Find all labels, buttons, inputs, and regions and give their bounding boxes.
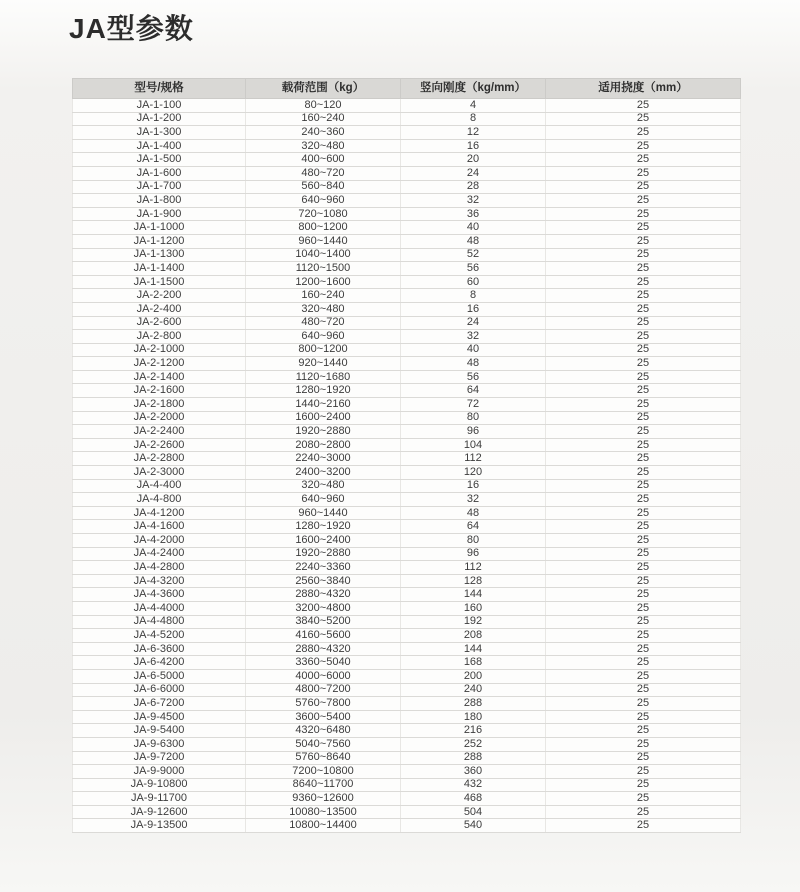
table-cell: 48 <box>401 506 546 520</box>
table-cell: 25 <box>546 330 741 344</box>
table-cell: 640~960 <box>246 330 401 344</box>
table-row <box>73 466 741 480</box>
table-cell: 25 <box>546 425 741 439</box>
table-cell: JA-2-3000 <box>73 466 246 480</box>
table-cell: JA-6-5000 <box>73 669 246 683</box>
table-cell: 720~1080 <box>246 207 401 221</box>
table-cell: 240 <box>401 683 546 697</box>
table-cell: 32 <box>401 194 546 208</box>
table-row <box>73 479 741 493</box>
table-cell: 640~960 <box>246 194 401 208</box>
table-cell: 960~1440 <box>246 234 401 248</box>
table-cell: 168 <box>401 656 546 670</box>
table-cell: JA-1-1200 <box>73 234 246 248</box>
table-cell: 25 <box>546 737 741 751</box>
table-cell: 2400~3200 <box>246 466 401 480</box>
table-cell: 25 <box>546 615 741 629</box>
table-row <box>73 534 741 548</box>
table-row <box>73 411 741 425</box>
table-cell: 25 <box>546 316 741 330</box>
table-cell: 1200~1600 <box>246 275 401 289</box>
table-cell: 1040~1400 <box>246 248 401 262</box>
column-header-vertical-stiffness: 竖向刚度（kg/mm） <box>401 79 546 99</box>
table-cell: 2560~3840 <box>246 574 401 588</box>
table-cell: 1120~1680 <box>246 370 401 384</box>
column-header-deflection: 适用挠度（mm） <box>546 79 741 99</box>
table-body <box>73 99 741 833</box>
table-cell: 25 <box>546 452 741 466</box>
table-cell: JA-1-400 <box>73 139 246 153</box>
table-cell: 2880~4320 <box>246 642 401 656</box>
table-cell: 104 <box>401 438 546 452</box>
table-cell: 36 <box>401 207 546 221</box>
table-cell: 72 <box>401 398 546 412</box>
table-row <box>73 506 741 520</box>
table-row <box>73 737 741 751</box>
table-cell: 25 <box>546 629 741 643</box>
table-cell: JA-1-1500 <box>73 275 246 289</box>
table-row <box>73 357 741 371</box>
table-cell: 25 <box>546 99 741 113</box>
table-cell: 25 <box>546 574 741 588</box>
table-row <box>73 656 741 670</box>
table-cell: JA-9-11700 <box>73 792 246 806</box>
table-cell: 25 <box>546 302 741 316</box>
table-cell: JA-2-1200 <box>73 357 246 371</box>
table-cell: 25 <box>546 534 741 548</box>
table-cell: 16 <box>401 139 546 153</box>
table-cell: 960~1440 <box>246 506 401 520</box>
table-cell: 1120~1500 <box>246 262 401 276</box>
table-row <box>73 778 741 792</box>
table-row <box>73 370 741 384</box>
table-cell: 504 <box>401 805 546 819</box>
table-cell: 25 <box>546 466 741 480</box>
table-cell: 16 <box>401 302 546 316</box>
table-cell: 4000~6000 <box>246 669 401 683</box>
table-cell: 25 <box>546 207 741 221</box>
table-row <box>73 520 741 534</box>
table-row <box>73 153 741 167</box>
table-cell: JA-2-1400 <box>73 370 246 384</box>
table-cell: 7200~10800 <box>246 765 401 779</box>
table-cell: 25 <box>546 221 741 235</box>
table-cell: 25 <box>546 765 741 779</box>
table-cell: 3200~4800 <box>246 601 401 615</box>
table-cell: 25 <box>546 234 741 248</box>
table-cell: 80 <box>401 411 546 425</box>
table-cell: 8640~11700 <box>246 778 401 792</box>
table-cell: 25 <box>546 398 741 412</box>
table-cell: JA-1-900 <box>73 207 246 221</box>
table-cell: 32 <box>401 330 546 344</box>
table-row <box>73 724 741 738</box>
table-cell: JA-4-3200 <box>73 574 246 588</box>
table-cell: 48 <box>401 234 546 248</box>
table-cell: JA-1-700 <box>73 180 246 194</box>
table-row <box>73 248 741 262</box>
table-cell: 4800~7200 <box>246 683 401 697</box>
table-cell: 20 <box>401 153 546 167</box>
table-cell: 120 <box>401 466 546 480</box>
table-cell: 1600~2400 <box>246 411 401 425</box>
table-cell: JA-2-2000 <box>73 411 246 425</box>
table-cell: 52 <box>401 248 546 262</box>
table-cell: 25 <box>546 683 741 697</box>
table-cell: JA-9-5400 <box>73 724 246 738</box>
table-cell: 3600~5400 <box>246 710 401 724</box>
table-cell: JA-4-800 <box>73 493 246 507</box>
table-cell: 2240~3000 <box>246 452 401 466</box>
table-cell: 80 <box>401 534 546 548</box>
table-row <box>73 207 741 221</box>
table-cell: JA-9-6300 <box>73 737 246 751</box>
table-cell: 252 <box>401 737 546 751</box>
table-cell: 2080~2800 <box>246 438 401 452</box>
column-header-model: 型号/规格 <box>73 79 246 99</box>
table-cell: JA-6-7200 <box>73 697 246 711</box>
table-cell: 360 <box>401 765 546 779</box>
table-cell: 96 <box>401 425 546 439</box>
table-cell: 144 <box>401 642 546 656</box>
table-row <box>73 289 741 303</box>
table-row <box>73 180 741 194</box>
table-row <box>73 166 741 180</box>
table-cell: 40 <box>401 343 546 357</box>
table-row <box>73 574 741 588</box>
table-row <box>73 697 741 711</box>
table-cell: 25 <box>546 561 741 575</box>
table-cell: 4160~5600 <box>246 629 401 643</box>
table-cell: JA-6-4200 <box>73 656 246 670</box>
table-row <box>73 234 741 248</box>
table-cell: 96 <box>401 547 546 561</box>
table-cell: 25 <box>546 669 741 683</box>
page-title: JA型参数 <box>69 13 194 44</box>
table-row <box>73 194 741 208</box>
table-cell: 25 <box>546 506 741 520</box>
table-cell: JA-4-2000 <box>73 534 246 548</box>
table-cell: 25 <box>546 547 741 561</box>
table-cell: JA-6-6000 <box>73 683 246 697</box>
table-cell: 25 <box>546 248 741 262</box>
table-row <box>73 126 741 140</box>
table-cell: JA-9-7200 <box>73 751 246 765</box>
table-cell: 1920~2880 <box>246 425 401 439</box>
table-row <box>73 384 741 398</box>
table-cell: JA-2-2600 <box>73 438 246 452</box>
table-cell: 25 <box>546 194 741 208</box>
table-cell: 25 <box>546 343 741 357</box>
table-cell: 320~480 <box>246 302 401 316</box>
table-cell: 560~840 <box>246 180 401 194</box>
table-cell: 25 <box>546 751 741 765</box>
table-cell: 2240~3360 <box>246 561 401 575</box>
table-cell: JA-1-500 <box>73 153 246 167</box>
table-cell: 480~720 <box>246 316 401 330</box>
table-cell: 8 <box>401 289 546 303</box>
table-cell: 25 <box>546 126 741 140</box>
table-cell: JA-4-4000 <box>73 601 246 615</box>
table-row <box>73 452 741 466</box>
table-cell: 25 <box>546 710 741 724</box>
table-cell: 25 <box>546 520 741 534</box>
table-cell: 40 <box>401 221 546 235</box>
table-cell: 25 <box>546 153 741 167</box>
table-cell: JA-4-3600 <box>73 588 246 602</box>
table-cell: 432 <box>401 778 546 792</box>
table-cell: 800~1200 <box>246 221 401 235</box>
table-cell: JA-9-10800 <box>73 778 246 792</box>
table-cell: 25 <box>546 275 741 289</box>
table-cell: 400~600 <box>246 153 401 167</box>
table-cell: 192 <box>401 615 546 629</box>
table-cell: 25 <box>546 792 741 806</box>
table-cell: 32 <box>401 493 546 507</box>
table-row <box>73 112 741 126</box>
table-cell: 24 <box>401 316 546 330</box>
table-cell: 64 <box>401 520 546 534</box>
table-row <box>73 316 741 330</box>
table-cell: JA-2-600 <box>73 316 246 330</box>
table-cell: JA-1-1000 <box>73 221 246 235</box>
table-cell: 25 <box>546 166 741 180</box>
table-row <box>73 343 741 357</box>
table-cell: 320~480 <box>246 479 401 493</box>
table-row <box>73 669 741 683</box>
table-cell: JA-1-800 <box>73 194 246 208</box>
table-cell: 28 <box>401 180 546 194</box>
table-cell: 25 <box>546 724 741 738</box>
table-cell: 288 <box>401 751 546 765</box>
table-cell: 480~720 <box>246 166 401 180</box>
table-cell: 9360~12600 <box>246 792 401 806</box>
table-cell: 468 <box>401 792 546 806</box>
table-cell: 240~360 <box>246 126 401 140</box>
table-row <box>73 438 741 452</box>
table-cell: 25 <box>546 479 741 493</box>
table-cell: 25 <box>546 588 741 602</box>
table-cell: 144 <box>401 588 546 602</box>
table-cell: 1920~2880 <box>246 547 401 561</box>
table-cell: JA-1-300 <box>73 126 246 140</box>
table-cell: 25 <box>546 642 741 656</box>
table-cell: JA-2-200 <box>73 289 246 303</box>
table-cell: JA-4-2400 <box>73 547 246 561</box>
table-cell: 180 <box>401 710 546 724</box>
table-cell: 800~1200 <box>246 343 401 357</box>
table-cell: 10800~14400 <box>246 819 401 833</box>
table-header-row <box>73 79 741 99</box>
table-cell: 16 <box>401 479 546 493</box>
table-cell: 540 <box>401 819 546 833</box>
table-cell: 128 <box>401 574 546 588</box>
table-row <box>73 275 741 289</box>
table-cell: JA-2-400 <box>73 302 246 316</box>
table-cell: 5760~7800 <box>246 697 401 711</box>
table-row <box>73 615 741 629</box>
table-cell: 25 <box>546 289 741 303</box>
table-cell: JA-9-9000 <box>73 765 246 779</box>
table-cell: JA-2-1800 <box>73 398 246 412</box>
table-cell: 2880~4320 <box>246 588 401 602</box>
table-cell: 112 <box>401 561 546 575</box>
table-cell: 208 <box>401 629 546 643</box>
table-cell: JA-9-4500 <box>73 710 246 724</box>
table-cell: 3840~5200 <box>246 615 401 629</box>
table-cell: JA-1-100 <box>73 99 246 113</box>
table-cell: 25 <box>546 262 741 276</box>
table-row <box>73 765 741 779</box>
table-row <box>73 302 741 316</box>
table-cell: 1600~2400 <box>246 534 401 548</box>
table-cell: 3360~5040 <box>246 656 401 670</box>
table-cell: 4 <box>401 99 546 113</box>
table-row <box>73 547 741 561</box>
table-cell: JA-2-1600 <box>73 384 246 398</box>
table-cell: 25 <box>546 819 741 833</box>
table-cell: 640~960 <box>246 493 401 507</box>
table-cell: 60 <box>401 275 546 289</box>
table-row <box>73 330 741 344</box>
table-row <box>73 588 741 602</box>
table-cell: 64 <box>401 384 546 398</box>
table-cell: 5760~8640 <box>246 751 401 765</box>
table-cell: 24 <box>401 166 546 180</box>
table-row <box>73 221 741 235</box>
table-cell: JA-4-5200 <box>73 629 246 643</box>
table-cell: JA-9-12600 <box>73 805 246 819</box>
table-cell: JA-2-1000 <box>73 343 246 357</box>
table-row <box>73 629 741 643</box>
table-cell: JA-9-13500 <box>73 819 246 833</box>
table-cell: 10080~13500 <box>246 805 401 819</box>
table-row <box>73 805 741 819</box>
table-cell: 1440~2160 <box>246 398 401 412</box>
table-cell: 25 <box>546 384 741 398</box>
table-row <box>73 398 741 412</box>
table-cell: 160~240 <box>246 112 401 126</box>
table-row <box>73 792 741 806</box>
table-cell: 25 <box>546 112 741 126</box>
table-cell: 112 <box>401 452 546 466</box>
table-cell: 288 <box>401 697 546 711</box>
table-cell: 25 <box>546 805 741 819</box>
table-cell: JA-2-2400 <box>73 425 246 439</box>
table-row <box>73 683 741 697</box>
table-cell: 25 <box>546 357 741 371</box>
table-cell: 25 <box>546 656 741 670</box>
table-row <box>73 642 741 656</box>
table-cell: 1280~1920 <box>246 520 401 534</box>
table-cell: 25 <box>546 493 741 507</box>
table-cell: 5040~7560 <box>246 737 401 751</box>
table-cell: 920~1440 <box>246 357 401 371</box>
table-cell: 320~480 <box>246 139 401 153</box>
table-cell: 25 <box>546 601 741 615</box>
table-cell: 8 <box>401 112 546 126</box>
table-cell: JA-6-3600 <box>73 642 246 656</box>
table-cell: 200 <box>401 669 546 683</box>
table-cell: 12 <box>401 126 546 140</box>
table-row <box>73 262 741 276</box>
table-cell: 1280~1920 <box>246 384 401 398</box>
table-row <box>73 561 741 575</box>
table-cell: 4320~6480 <box>246 724 401 738</box>
table-cell: JA-2-800 <box>73 330 246 344</box>
table-cell: JA-4-1600 <box>73 520 246 534</box>
table-row <box>73 99 741 113</box>
table-cell: 56 <box>401 262 546 276</box>
table-cell: 25 <box>546 778 741 792</box>
table-cell: JA-1-1400 <box>73 262 246 276</box>
table-cell: 80~120 <box>246 99 401 113</box>
table-row <box>73 710 741 724</box>
table-row <box>73 819 741 833</box>
table-cell: 160~240 <box>246 289 401 303</box>
table-cell: 25 <box>546 438 741 452</box>
ja-parameters-table <box>72 78 741 833</box>
table-cell: JA-4-4800 <box>73 615 246 629</box>
column-header-load-range: 载荷范围（kg） <box>246 79 401 99</box>
table-cell: 25 <box>546 370 741 384</box>
table-row <box>73 493 741 507</box>
table-cell: 216 <box>401 724 546 738</box>
table-cell: 160 <box>401 601 546 615</box>
table-cell: JA-1-600 <box>73 166 246 180</box>
table-row <box>73 751 741 765</box>
table-cell: JA-4-1200 <box>73 506 246 520</box>
table-cell: 56 <box>401 370 546 384</box>
table-cell: JA-4-400 <box>73 479 246 493</box>
table-cell: JA-4-2800 <box>73 561 246 575</box>
table-row <box>73 139 741 153</box>
table-cell: 25 <box>546 180 741 194</box>
table-cell: 48 <box>401 357 546 371</box>
table-cell: JA-1-200 <box>73 112 246 126</box>
table-row <box>73 601 741 615</box>
table-cell: JA-2-2800 <box>73 452 246 466</box>
table-cell: 25 <box>546 139 741 153</box>
table-row <box>73 425 741 439</box>
table-cell: 25 <box>546 697 741 711</box>
table-cell: 25 <box>546 411 741 425</box>
table-cell: JA-1-1300 <box>73 248 246 262</box>
